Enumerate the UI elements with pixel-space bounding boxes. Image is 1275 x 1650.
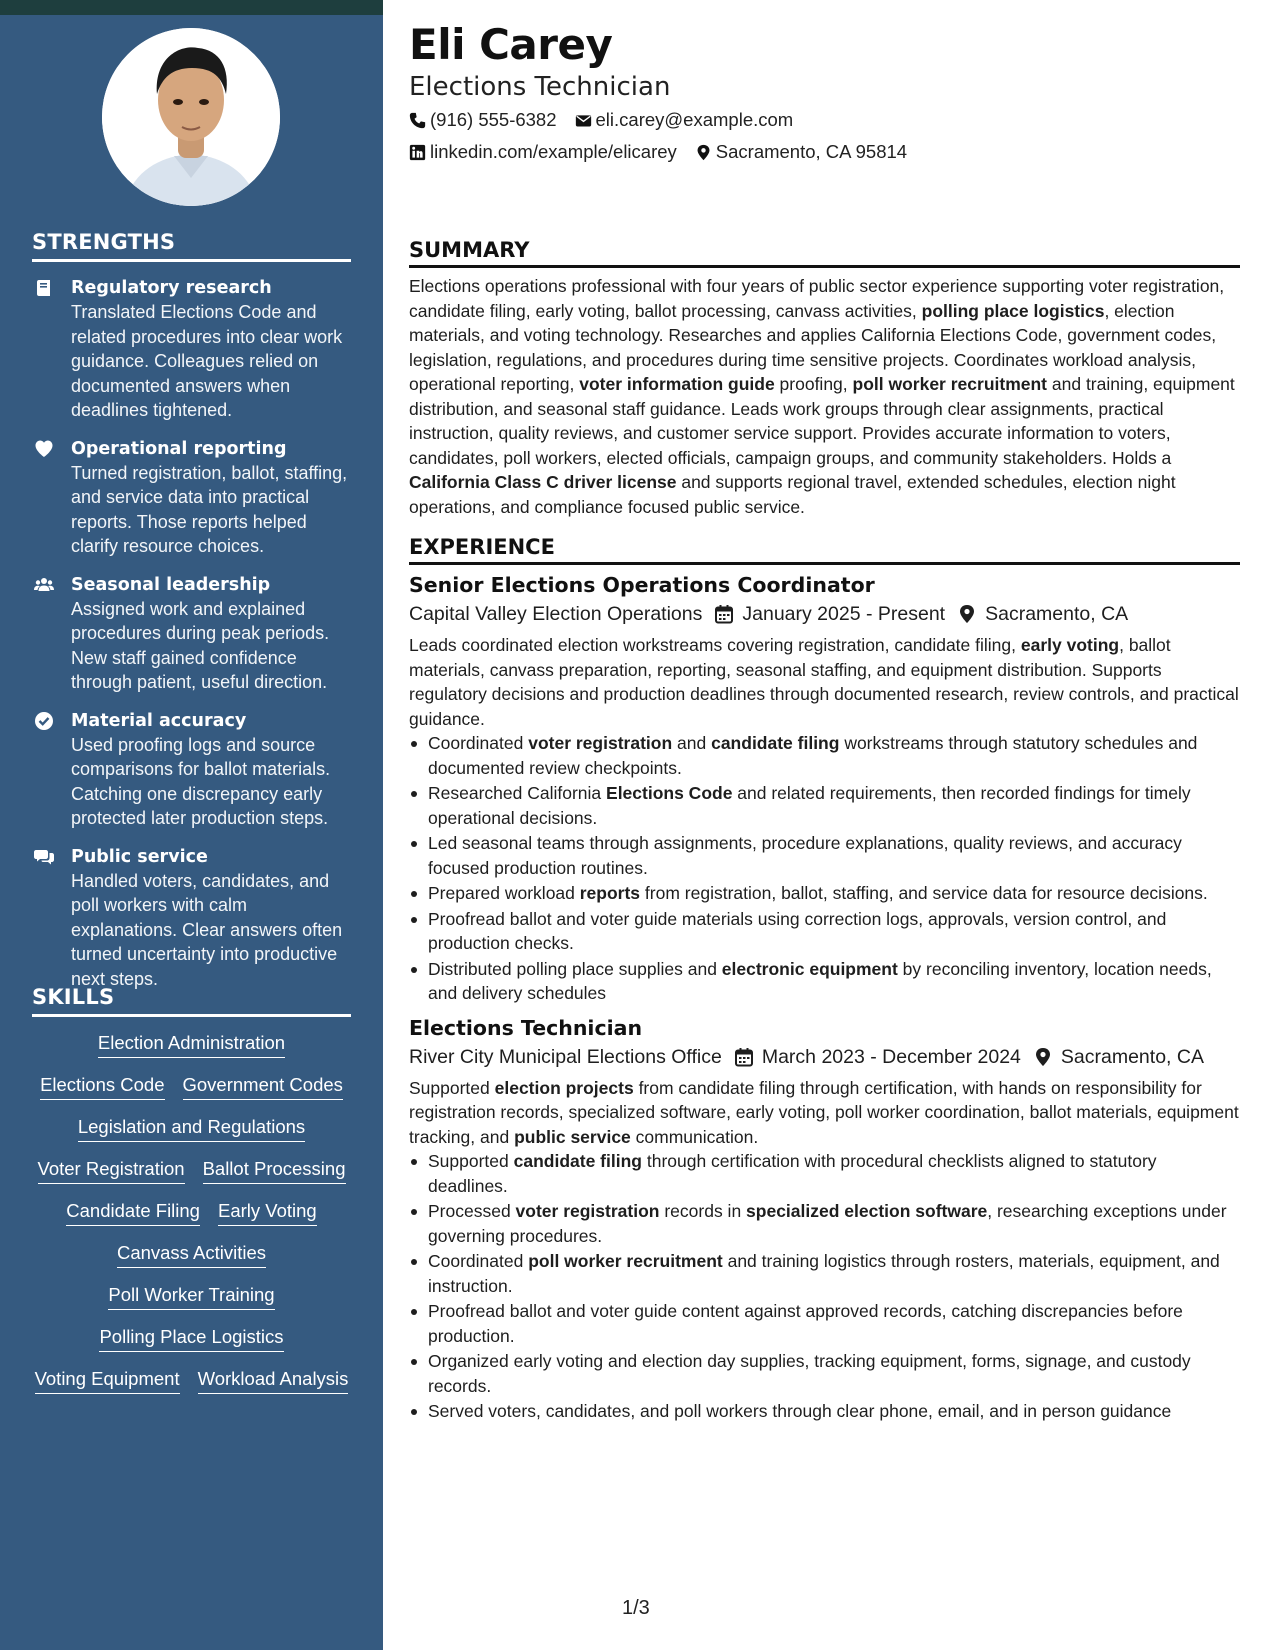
candidate-title: Elections Technician [409,72,671,102]
bold-text: voter information guide [579,374,775,394]
skill-tag: Early Voting [218,1199,317,1226]
job-location: Sacramento, CA [985,603,1129,625]
text-segment: and related requirements, then recorded findings for timely operational decisions. [428,783,1191,828]
bullet-item [409,907,1240,956]
strength-description: Used proofing logs and source comparisons for ballot materials. Catching one discrepancy early protected later production steps. [71,734,331,828]
bullet-item [409,1199,1240,1248]
skill-tag: Government Codes [183,1073,343,1100]
users-icon [34,575,54,595]
strength-description: Turned registration, ballot, staffing, and service data into practical reports. Those reports helped clarify resource choices. [71,462,348,556]
email-text: eli.carey@example.com [595,109,794,130]
bullet-item [409,781,1240,830]
bullet-item [409,1249,1240,1298]
top-accent-bar [0,0,383,15]
skills-section [32,985,351,1394]
text-segment: Served voters, candidates, and poll workers through clear phone, email, and in person guidance [428,1401,1172,1421]
strength-description: Assigned work and explained procedures during peak periods. New staff gained confidence through patient, useful direction. [71,598,330,692]
experience-section [409,535,1240,1424]
strength-description: Handled voters, candidates, and poll workers with calm explanations. Clear answers often turned uncertainty into productive next steps. [71,870,343,989]
text-segment: , researching exceptions under governing procedures. [428,1201,1227,1246]
bullet-item [409,1299,1240,1348]
linkedin-text: linkedin.com/example/elicarey [430,141,677,162]
text-segment: and supports regional travel, extended schedules, election night operations, and compliance focused public service. [409,472,1176,517]
bullet-item [409,831,1240,880]
job-meta [409,599,1240,629]
text-segment: workstreams through statutory schedules and documented review checkpoints. [428,733,1198,778]
book-icon [34,278,54,298]
text-segment: Supported [428,1151,514,1171]
strength-item [32,276,351,423]
text-segment: Supported [409,1077,495,1098]
strengths-title: STRENGTHS [32,230,351,262]
bullet-item [409,731,1240,780]
check-circle-icon [34,711,54,731]
phone-text: (916) 555-6382 [430,109,557,130]
job-dates: March 2023 - December 2024 [761,1045,1021,1068]
text-segment: Leads coordinated election workstreams covering registration, candidate filing, [409,635,1021,655]
job-summary [409,1076,1240,1150]
calendar-icon [714,604,734,624]
calendar-icon [734,1047,754,1067]
main-content [409,20,1240,1425]
text-segment: from registration, ballot, staffing, and service data for resource decisions. [640,883,1208,903]
strength-description: Translated Elections Code and related procedures into clear work guidance. Colleagues relied on documented answers when deadlines tightened. [71,302,343,420]
skill-tag: Elections Code [40,1073,164,1100]
sidebar [0,15,383,1650]
text-segment: , ballot materials, canvass preparation, reporting, seasonal staffing, and equipment distribution. Supports regulatory decisions and production deadlines through documented research, review controls, and practical guidance. [409,635,1239,729]
bold-text: poll worker recruitment [528,1251,723,1271]
text-segment: and [672,733,712,753]
bold-text: poll worker recruitment [852,374,1048,394]
text-segment: , election materials, and voting technology. Researches and applies California Elections Code, government codes, legislation, regulations, and procedures during time sensitive projects. Coordinates workload analysis, operational reporting, [409,300,1217,394]
company-name: Capital Valley Election Operations [409,603,703,625]
strength-heading: Material accuracy [71,710,247,731]
bullet-item [409,1349,1240,1398]
location-text: Sacramento, CA 95814 [715,141,908,162]
bullet-item [409,1399,1240,1424]
jobs-list [409,571,1240,1424]
bold-text: election projects [494,1077,634,1098]
text-segment: Prepared workload [428,883,580,903]
text-segment: by reconciling inventory, location needs, and delivery schedules [428,958,1212,1003]
skill-tag: Polling Place Logistics [99,1325,283,1352]
text-segment: through certification with procedural checklists aligned to statutory deadlines. [428,1151,1157,1196]
text-segment: Processed [428,1201,516,1221]
skill-tag: Voting Equipment [35,1367,180,1394]
bold-text: reports [579,883,641,903]
text-segment: from candidate filing through certification, with hands on responsibility for registration records, specialized software, early voting, poll worker coordination, ballot materials, equipment tracking, and [409,1077,1239,1147]
text-segment: Led seasonal teams through assignments, procedure explanations, quality reviews, and accuracy focused production routines. [428,833,1182,878]
text-segment: Distributed polling place supplies and [428,958,722,979]
bullet-item [409,1149,1240,1198]
bold-text: specialized election software [746,1201,988,1221]
skill-tag: Workload Analysis [198,1367,349,1394]
job-entry [409,1014,1240,1424]
envelope-icon [575,112,592,129]
comments-icon [34,847,54,867]
text-segment: Organized early voting and election day supplies, tracking equipment, forms, signage, and custody records. [428,1351,1191,1396]
text-segment: proofing, [774,374,853,394]
text-segment: and training, equipment distribution, and seasonal staff guidance. Leads work groups through clear assignments, practical instruction, quality reviews, and customer service support. Provides accurate information to voters, candidates, poll workers, elected officials, campaign groups, and community stakeholders. Holds a [409,374,1235,468]
contact-info [409,104,969,168]
strength-heading: Seasonal leadership [71,574,271,595]
map-pin-icon [1033,1047,1053,1067]
job-title: Senior Elections Operations Coordinator [409,573,875,597]
heart-icon [34,439,54,459]
strengths-list [32,276,351,991]
summary-section [409,238,1240,519]
text-segment: and training logistics through rosters, materials, equipment, and instruction. [428,1251,1220,1296]
bold-text: candidate filing [711,733,840,753]
job-summary [409,633,1240,731]
bold-text: voter registration [528,733,673,753]
summary-text [409,274,1240,519]
skill-tag: Ballot Processing [203,1157,346,1184]
text-segment: communication. [630,1126,759,1147]
linkedin-icon [409,144,426,161]
profile-photo [102,28,280,206]
skill-tag: Election Administration [98,1031,285,1058]
text-segment: Elections operations professional with four years of public sector experience supporting voter registration, candidate filing, early voting, ballot processing, canvass activities, [409,276,1225,321]
skills-title: SKILLS [32,985,351,1017]
phone-icon [409,112,426,129]
map-pin-icon [957,604,977,624]
job-entry [409,571,1240,1006]
strength-item [32,709,351,831]
job-dates: January 2025 - Present [742,603,946,625]
text-segment: Coordinated [428,1251,529,1271]
map-pin-icon [695,144,712,161]
text-segment: Coordinated [428,733,529,753]
skill-tag: Candidate Filing [66,1199,200,1226]
text-segment: records in [659,1201,747,1221]
text-segment: Proofread ballot and voter guide content against approved records, catching discrepancies before production. [428,1301,1183,1346]
skill-tag: Legislation and Regulations [78,1115,305,1142]
job-title: Elections Technician [409,1015,643,1040]
bold-text: voter registration [515,1201,660,1221]
skill-tag: Poll Worker Training [108,1283,274,1310]
bullet-item [409,957,1240,1006]
page-number: 1/3 [622,1597,650,1619]
email-contact[interactable] [575,104,794,136]
job-bullets [409,1149,1240,1424]
job-bullets [409,731,1240,1006]
skill-tag: Canvass Activities [117,1241,266,1268]
bold-text: Elections Code [606,783,733,803]
bold-text: California Class C driver license [409,472,677,492]
company-name: River City Municipal Elections Office [409,1045,722,1068]
job-location: Sacramento, CA [1060,1045,1204,1068]
skill-tag: Voter Registration [38,1157,185,1184]
bold-text: electronic equipment [721,958,898,979]
strength-item [32,845,351,992]
strengths-section [32,230,351,991]
strength-item [32,437,351,559]
skills-list [32,1031,351,1394]
strength-heading: Public service [71,846,208,867]
strength-heading: Regulatory research [71,278,272,298]
linkedin-contact[interactable] [409,136,677,168]
bold-text: polling place logistics [921,300,1105,321]
candidate-name: Eli Carey [409,20,613,69]
summary-title: SUMMARY [409,238,1240,268]
job-meta [409,1042,1240,1072]
text-segment: Proofread ballot and voter guide materials using correction logs, approvals, version control, and production checks. [428,908,1167,953]
bold-text: public service [514,1126,631,1147]
strength-heading: Operational reporting [71,438,287,459]
bold-text: candidate filing [513,1151,642,1171]
text-segment: Researched California [428,783,607,803]
strength-item [32,573,351,695]
phone-contact[interactable] [409,104,557,136]
bold-text: early voting [1020,635,1120,655]
experience-title: EXPERIENCE [409,535,1240,565]
bullet-item [409,881,1240,906]
location-contact [695,136,907,168]
